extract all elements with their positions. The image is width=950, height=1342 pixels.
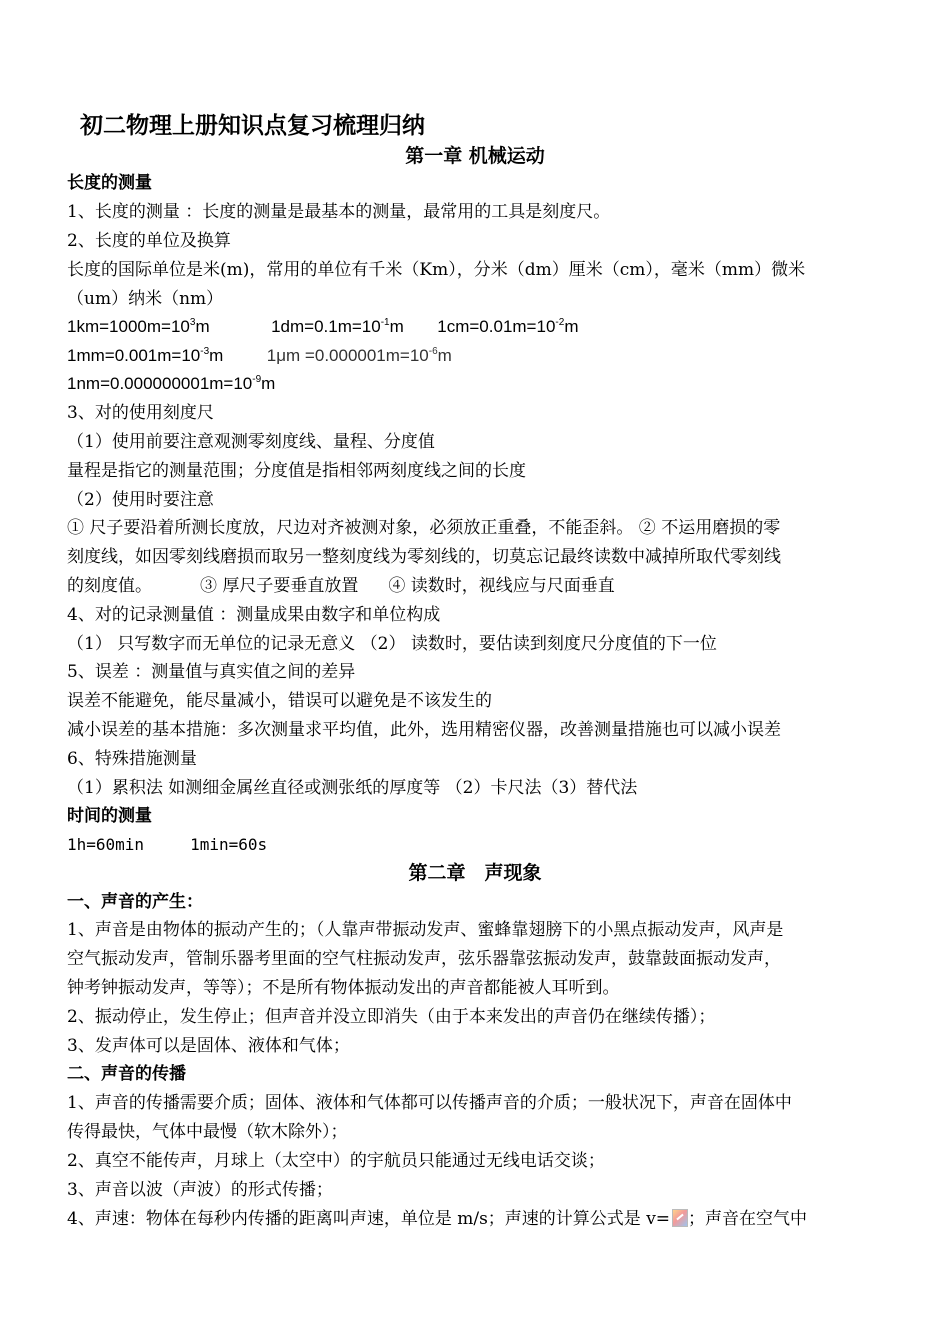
- paragraph-line: ① 尺子要沿着所测长度放，尺边对齐被测对象，必须放正重叠，不能歪斜。 ② 不运用磨损的零: [67, 518, 781, 538]
- unit-conversion-line: [67, 317, 578, 337]
- paragraph-line: （1）累积法 如测细金属丝直径或测张纸的厚度等 （2）卡尺法（3）替代法: [67, 778, 638, 798]
- conversion-nm: $1nm=0.000000001m=10^{-9}m$: [67, 374, 276, 393]
- conversion-mm: $1mm=0.001m=10^{-3}m$: [67, 346, 224, 365]
- conversion-km: $1km=1000m=10^3m$: [67, 317, 210, 336]
- paragraph-line: 2、振动停止，发生停止；但声音并没立即消失（由于本来发出的声音仍在继续传播）；: [67, 1007, 716, 1027]
- section-heading-time: 时间的测量: [67, 806, 152, 826]
- paragraph-line: 误差不能避免，能尽量减小，错误可以避免是不该发生的: [67, 691, 492, 711]
- paragraph-line: （2）使用时要注意: [67, 490, 214, 510]
- paragraph-line: 减小误差的基本措施：多次测量求平均值，此外，选用精密仪器，改善测量措施也可以减小误差: [67, 720, 781, 740]
- paragraph-line: 刻度线，如因零刻线磨损而取另一整刻度线为零刻线的，切莫忘记最终读数中减掉所取代零刻线: [67, 547, 781, 567]
- time-conversion-line: 1h=60min 1min=60s: [67, 835, 268, 854]
- paragraph-line: 空气振动发声，管制乐器考里面的空气柱振动发声，弦乐器靠弦振动发声，鼓靠鼓面振动发声，: [67, 949, 781, 969]
- unit-conversion-line: [67, 374, 275, 394]
- unit-conversion-line: [67, 346, 452, 366]
- section-heading-length: 长度的测量: [67, 173, 152, 193]
- paragraph-line: 2、真空不能传声，月球上（太空中）的宇航员只能通过无线电话交谈；: [67, 1151, 605, 1171]
- formula-image-icon: [672, 1209, 688, 1227]
- paragraph-line: 钟考钟振动发声，等等）；不是所有物体振动发出的声音都能被人耳听到。: [67, 978, 620, 998]
- chapter-1-heading: 第一章 机械运动: [405, 145, 545, 167]
- paragraph-line: （1） 只写数字而无单位的记录无意义 （2） 读数时，要估读到刻度尺分度值的下一位: [67, 634, 717, 654]
- paragraph-line: 长度的国际单位是米(m)，常用的单位有千米（Km），分米（dm）厘米（cm），毫米（mm）微米: [67, 260, 806, 280]
- paragraph-line: 6、特殊措施测量: [67, 749, 197, 769]
- paragraph-line: 1、声音的传播需要介质；固体、液体和气体都可以传播声音的介质；一般状况下，声音在固体中: [67, 1093, 792, 1113]
- paragraph-line: 3、对的使用刻度尺: [67, 403, 214, 423]
- paragraph-line: 4、声速：物体在每秒内传播的距离叫声速，单位是 m/s；声速的计算公式是 v= ；声音在空气中: [67, 1209, 808, 1229]
- paragraph-line: 2、长度的单位及换算: [67, 231, 231, 251]
- paragraph-line: （1）使用前要注意观测零刻度线、量程、分度值: [67, 432, 435, 452]
- conversion-dm: $1dm=0.1m=10^{-1}m$: [271, 317, 404, 336]
- conversion-cm: $1cm=0.01m=10^{-2}m$: [437, 317, 579, 336]
- paragraph-line: 3、发声体可以是固体、液体和气体；: [67, 1036, 350, 1056]
- paragraph-line: 1、声音是由物体的振动产生的；（人靠声带振动发声、蜜蜂靠翅膀下的小黑点振动发声，风声是: [67, 920, 784, 940]
- document-title: 初二物理上册知识点复习梳理归纳: [80, 113, 425, 139]
- paragraph-line: 5、误差 ：测量值与真实值之间的差异: [67, 662, 356, 682]
- section-heading-sound-propagation: 二、声音的传播: [67, 1064, 186, 1084]
- paragraph-line: 4、对的记录测量值 ：测量成果由数字和单位构成: [67, 605, 441, 625]
- paragraph-line: 量程是指它的测量范围；分度值是指相邻两刻度线之间的长度: [67, 461, 526, 481]
- paragraph-line: 传得最快，气体中最慢（软木除外）；: [67, 1122, 348, 1142]
- paragraph-line: 的刻度值。 ③ 厚尺子要垂直放置 ④ 读数时，视线应与尺面垂直: [67, 576, 615, 596]
- paragraph-line: （um）纳米（nm）: [67, 289, 224, 309]
- section-heading-sound-production: 一、声音的产生：: [67, 892, 203, 912]
- paragraph-line: 3、声音以波（声波）的形式传播；: [67, 1180, 333, 1200]
- conversion-um: $1\mu m =0.000001m=10^{-6}m$: [266, 346, 452, 365]
- chapter-2-heading: 第二章 声现象: [408, 862, 542, 884]
- paragraph-line: 1、长度的测量 ：长度的测量是最基本的测量，最常用的工具是刻度尺。: [67, 202, 611, 222]
